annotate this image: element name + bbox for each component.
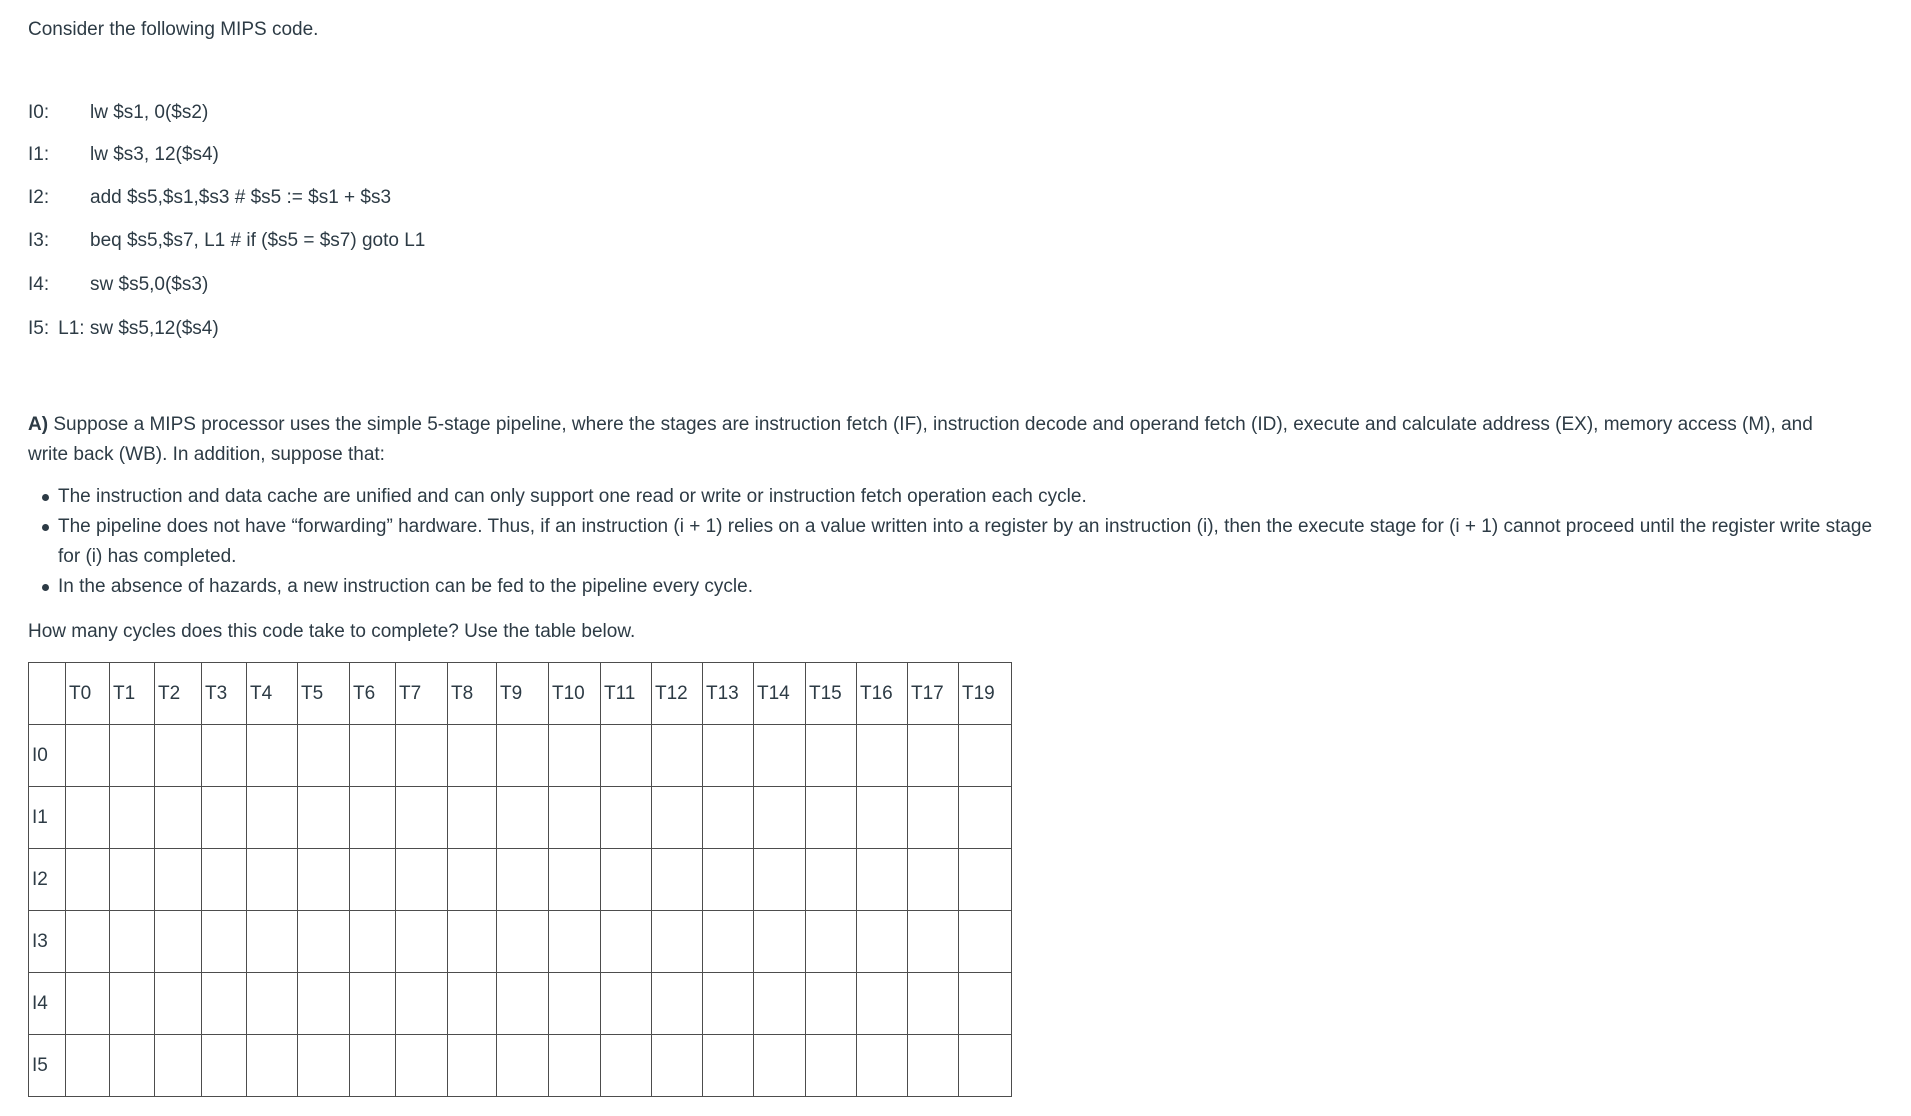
row-header: I4: [29, 973, 66, 1035]
table-cell: [652, 725, 703, 787]
column-header: T16: [857, 663, 908, 725]
table-cell: [298, 787, 350, 849]
table-cell: [247, 911, 298, 973]
table-row: [29, 849, 1012, 911]
instruction-text: L1: sw $s5,12($s4): [58, 318, 219, 339]
table-header-row: [29, 663, 1012, 725]
column-header: T3: [202, 663, 247, 725]
table-cell: [110, 1035, 155, 1097]
table-cell: [652, 1035, 703, 1097]
instruction-text: sw $s5,0($s3): [90, 274, 209, 295]
table-cell: [497, 849, 549, 911]
code-line: [28, 228, 425, 254]
table-cell: [298, 1035, 350, 1097]
table-cell: [396, 725, 448, 787]
table-cell: [754, 849, 806, 911]
table-cell: [601, 787, 652, 849]
list-item: The pipeline does not have “forwarding” hardware. Thus, if an instruction (i + 1) relies on a value written into a register by an instruction (i), then the execute stage for (i + 1) cannot proceed until the register write stage for (i) has completed.: [58, 512, 1888, 572]
table-cell: [298, 973, 350, 1035]
column-header: T10: [549, 663, 601, 725]
table-cell: [155, 849, 202, 911]
table-cell: [857, 787, 908, 849]
code-line: [28, 142, 219, 168]
table-cell: [155, 1035, 202, 1097]
table-cell: [549, 725, 601, 787]
table-cell: [247, 787, 298, 849]
part-label: A): [28, 414, 49, 435]
instruction-label: I1:: [28, 144, 50, 165]
table-cell: [66, 849, 110, 911]
table-cell: [448, 787, 497, 849]
table-cell: [959, 973, 1012, 1035]
code-line: [28, 100, 208, 126]
instruction-text: lw $s3, 12($s4): [90, 144, 219, 165]
table-cell: [549, 787, 601, 849]
table-cell: [110, 725, 155, 787]
instruction-text: add $s5,$s1,$s3 # $s5 := $s1 + $s3: [90, 187, 392, 208]
table-cell: [908, 849, 959, 911]
table-cell: [202, 973, 247, 1035]
table-cell: [959, 911, 1012, 973]
column-header: T19: [959, 663, 1012, 725]
table-cell: [857, 1035, 908, 1097]
column-header: T6: [350, 663, 396, 725]
table-cell: [652, 911, 703, 973]
table-row: [29, 787, 1012, 849]
table-cell: [959, 1035, 1012, 1097]
table-cell: [497, 725, 549, 787]
column-header: T17: [908, 663, 959, 725]
table-cell: [601, 973, 652, 1035]
table-cell: [908, 911, 959, 973]
column-header: T5: [298, 663, 350, 725]
table-cell: [396, 973, 448, 1035]
table-cell: [298, 911, 350, 973]
table-cell: [652, 787, 703, 849]
table-cell: [806, 973, 857, 1035]
table-cell: [601, 725, 652, 787]
code-line: [28, 316, 219, 342]
instruction-label: I5:: [28, 318, 50, 339]
table-cell: [396, 1035, 448, 1097]
table-cell: [857, 725, 908, 787]
table-cell: [155, 911, 202, 973]
table-cell: [350, 725, 396, 787]
table-cell: [350, 787, 396, 849]
list-item: In the absence of hazards, a new instruction can be fed to the pipeline every cycle.: [58, 572, 1888, 602]
table-cell: [66, 1035, 110, 1097]
table-cell: [448, 849, 497, 911]
table-row: [29, 973, 1012, 1035]
table-cell: [448, 725, 497, 787]
table-cell: [703, 911, 754, 973]
table-cell: [110, 973, 155, 1035]
table-cell: [155, 725, 202, 787]
table-cell: [908, 787, 959, 849]
table-cell: [806, 849, 857, 911]
table-cell: [959, 787, 1012, 849]
table-cell: [202, 725, 247, 787]
table-cell: [110, 787, 155, 849]
table-cell: [908, 973, 959, 1035]
table-cell: [155, 973, 202, 1035]
corner-cell: [29, 663, 66, 725]
table-cell: [703, 787, 754, 849]
instruction-label: I2:: [28, 187, 50, 208]
table-cell: [155, 787, 202, 849]
table-cell: [497, 1035, 549, 1097]
column-header: T2: [155, 663, 202, 725]
table-cell: [350, 911, 396, 973]
table-cell: [298, 849, 350, 911]
table-cell: [601, 849, 652, 911]
table-cell: [857, 911, 908, 973]
column-header: T13: [703, 663, 754, 725]
table-cell: [754, 1035, 806, 1097]
instruction-label: I4:: [28, 274, 50, 295]
table-cell: [549, 973, 601, 1035]
question-paragraph: [28, 410, 1858, 470]
table-cell: [396, 849, 448, 911]
table-cell: [66, 973, 110, 1035]
table-cell: [703, 725, 754, 787]
column-header: T0: [66, 663, 110, 725]
column-header: T9: [497, 663, 549, 725]
table-cell: [247, 849, 298, 911]
table-cell: [396, 911, 448, 973]
row-header: I2: [29, 849, 66, 911]
row-header: I5: [29, 1035, 66, 1097]
table-cell: [497, 973, 549, 1035]
column-header: T14: [754, 663, 806, 725]
row-header: I0: [29, 725, 66, 787]
table-cell: [202, 849, 247, 911]
table-cell: [298, 725, 350, 787]
table-cell: [549, 1035, 601, 1097]
table-cell: [806, 911, 857, 973]
table-cell: [703, 1035, 754, 1097]
question-text: Suppose a MIPS processor uses the simple 5-stage pipeline, where the stages are instruction fetch (IF), instruction decode and operand fetch (ID), execute and calculate address (EX), memory access (M), and write back (WB). In addition, suppose that:: [28, 414, 1813, 465]
table-cell: [754, 787, 806, 849]
table-cell: [350, 1035, 396, 1097]
table-cell: [448, 1035, 497, 1097]
instruction-text: lw $s1, 0($s2): [90, 102, 209, 123]
table-cell: [202, 1035, 247, 1097]
table-cell: [66, 787, 110, 849]
table-cell: [497, 911, 549, 973]
table-cell: [806, 1035, 857, 1097]
table-cell: [652, 973, 703, 1035]
instruction-label: I3:: [28, 230, 50, 251]
table-cell: [110, 849, 155, 911]
table-cell: [754, 911, 806, 973]
list-item: The instruction and data cache are unified and can only support one read or write or instruction fetch operation each cycle.: [58, 482, 1888, 512]
table-cell: [448, 911, 497, 973]
column-header: T11: [601, 663, 652, 725]
table-cell: [247, 973, 298, 1035]
table-cell: [66, 725, 110, 787]
assumption-list: [28, 482, 1888, 602]
table-cell: [703, 849, 754, 911]
table-cell: [601, 1035, 652, 1097]
table-row: [29, 1035, 1012, 1097]
table-cell: [549, 911, 601, 973]
table-cell: [396, 787, 448, 849]
column-header: T4: [247, 663, 298, 725]
table-cell: [549, 849, 601, 911]
column-header: T12: [652, 663, 703, 725]
column-header: T15: [806, 663, 857, 725]
table-cell: [806, 787, 857, 849]
instruction-label: I0:: [28, 102, 50, 123]
row-header: I3: [29, 911, 66, 973]
table-cell: [959, 725, 1012, 787]
table-cell: [110, 911, 155, 973]
table-cell: [601, 911, 652, 973]
column-header: T8: [448, 663, 497, 725]
code-line: [28, 272, 208, 298]
instruction-text: beq $s5,$s7, L1 # if ($s5 = $s7) goto L1: [90, 230, 426, 251]
table-cell: [497, 787, 549, 849]
table-cell: [857, 973, 908, 1035]
code-line: [28, 185, 391, 211]
table-cell: [754, 725, 806, 787]
table-cell: [652, 849, 703, 911]
table-cell: [959, 849, 1012, 911]
question-prompt: How many cycles does this code take to complete? Use the table below.: [28, 621, 636, 642]
table-cell: [247, 1035, 298, 1097]
table-cell: [202, 911, 247, 973]
table-cell: [66, 911, 110, 973]
column-header: T1: [110, 663, 155, 725]
column-header: T7: [396, 663, 448, 725]
table-cell: [202, 787, 247, 849]
table-cell: [754, 973, 806, 1035]
pipeline-table: [28, 662, 1012, 1097]
row-header: I1: [29, 787, 66, 849]
table-cell: [908, 1035, 959, 1097]
table-cell: [448, 973, 497, 1035]
table-cell: [806, 725, 857, 787]
table-cell: [857, 849, 908, 911]
table-row: [29, 911, 1012, 973]
table-cell: [350, 973, 396, 1035]
table-row: [29, 725, 1012, 787]
table-cell: [350, 849, 396, 911]
table-cell: [908, 725, 959, 787]
intro-text: Consider the following MIPS code.: [28, 19, 319, 40]
table-cell: [703, 973, 754, 1035]
table-cell: [247, 725, 298, 787]
